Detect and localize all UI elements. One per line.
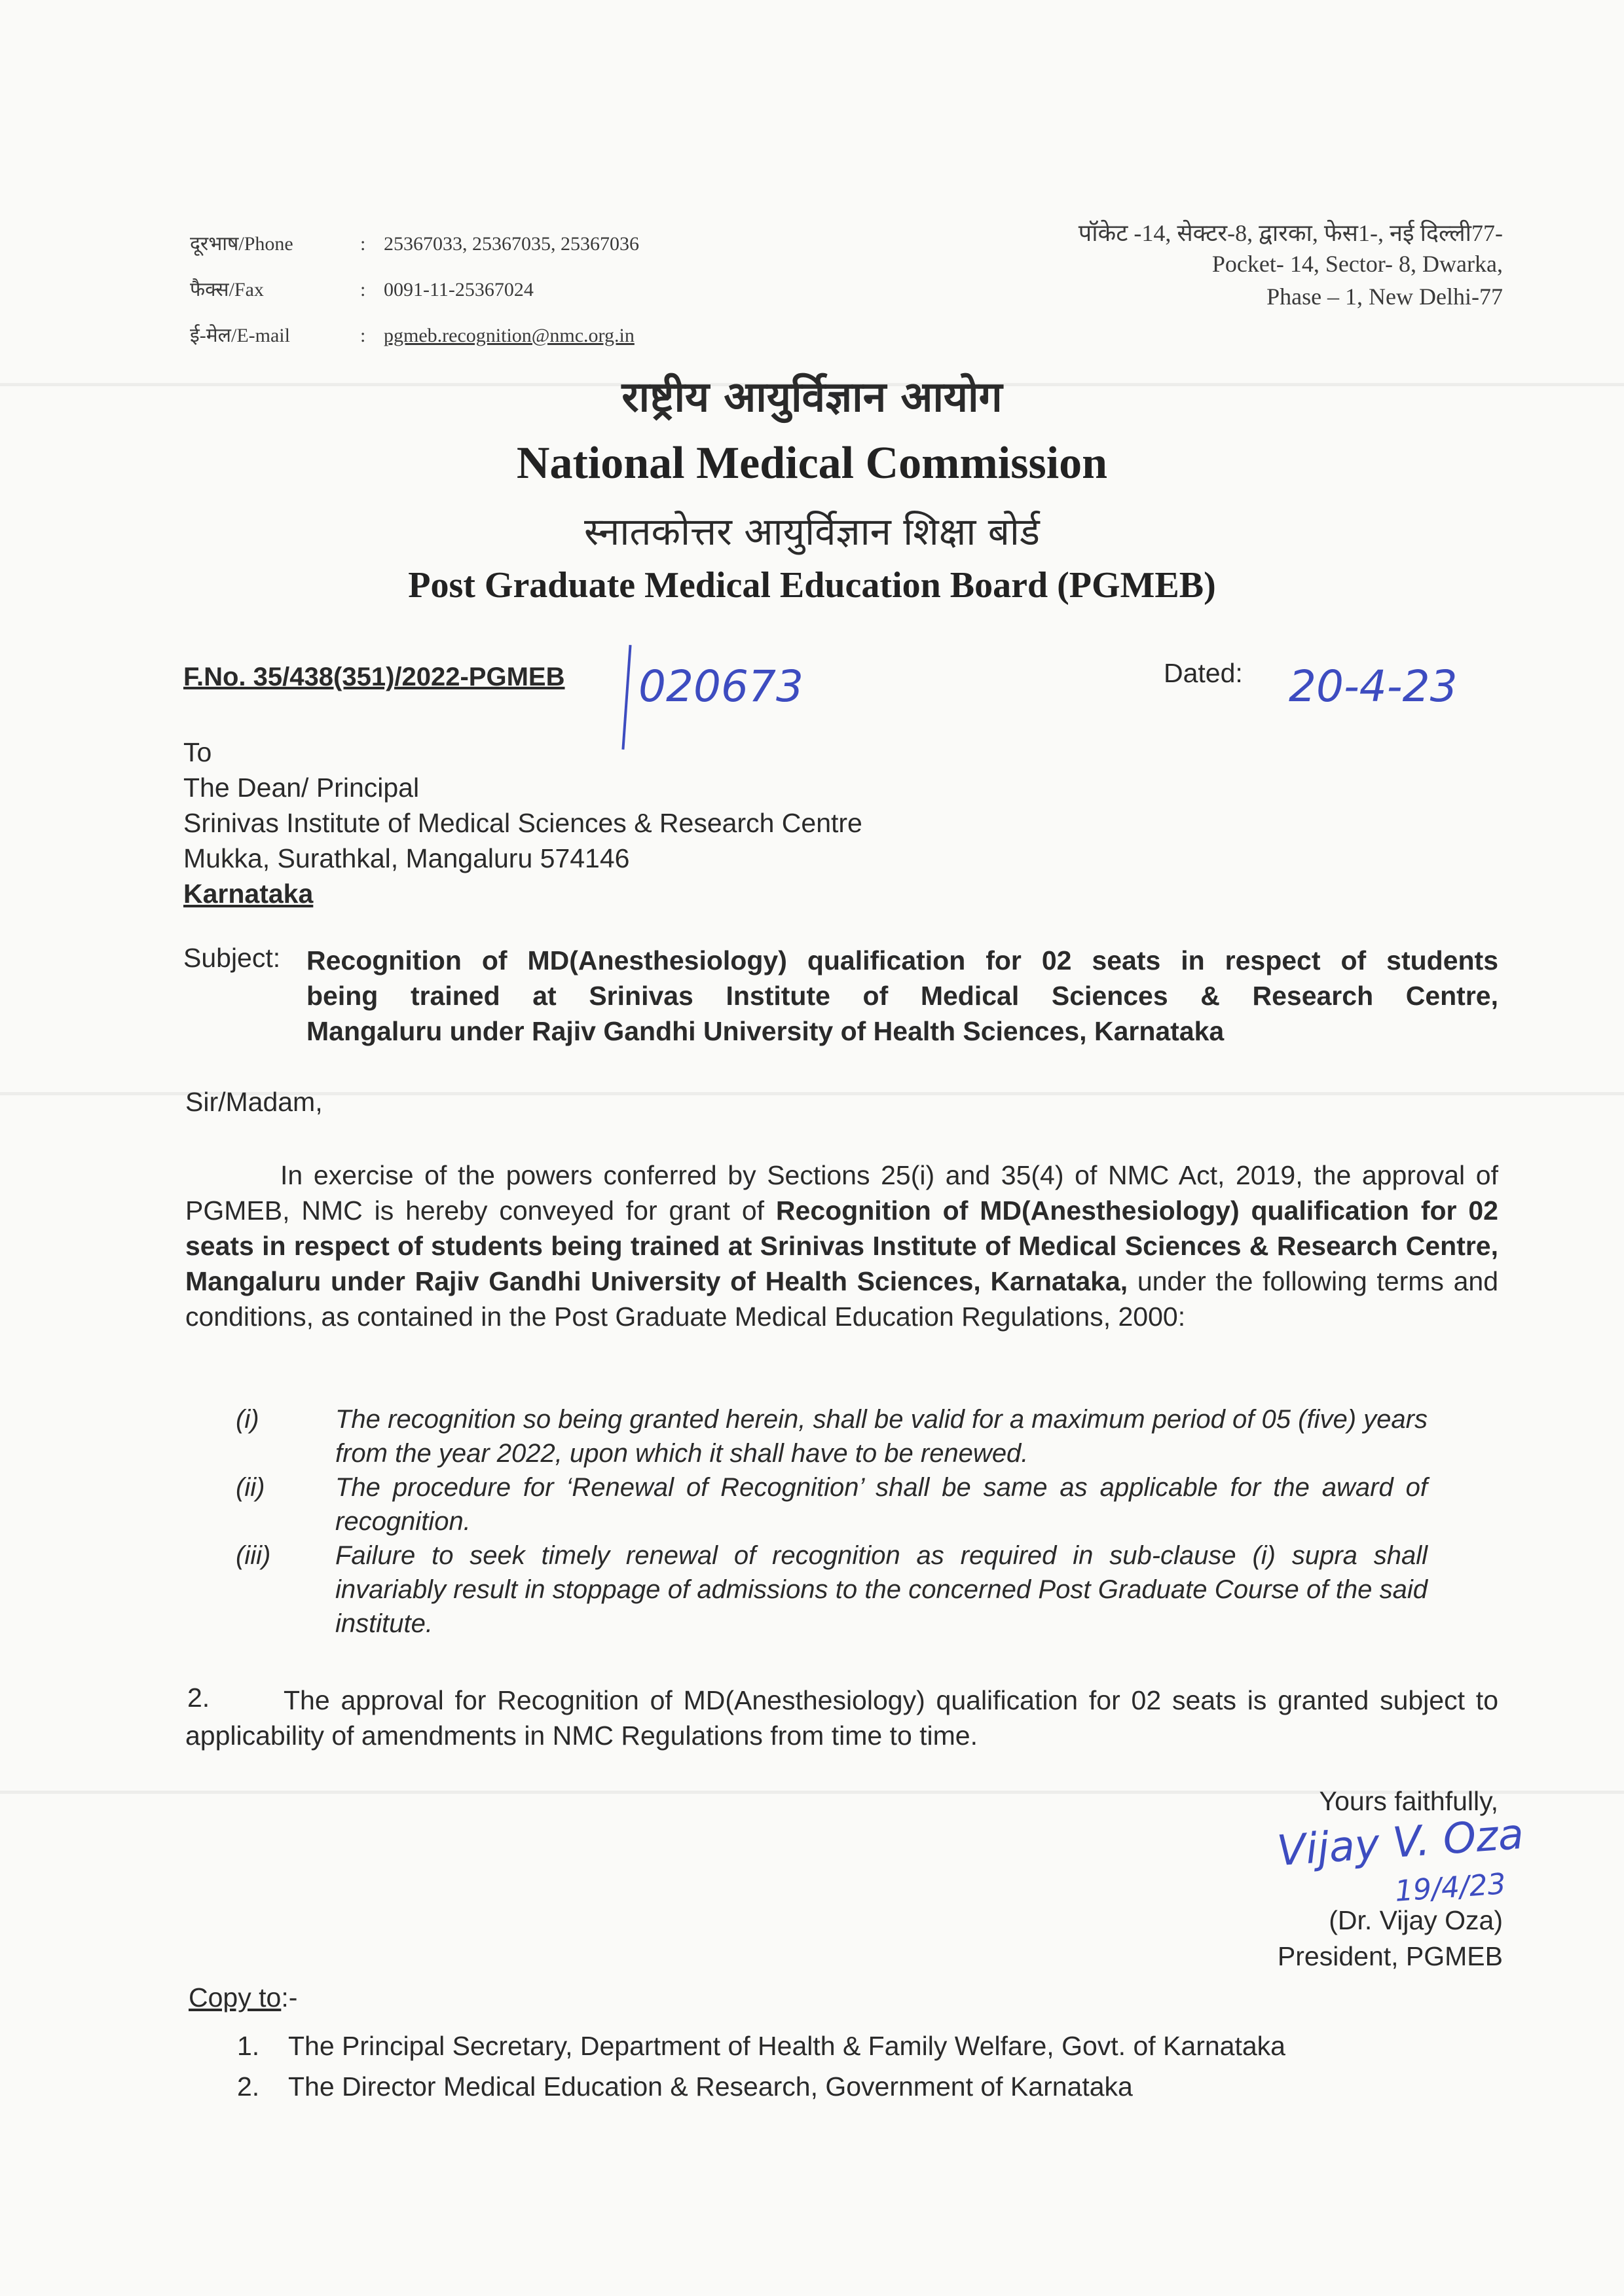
- paragraph-1-lead: In exercise of the powers conferred by Sections 25(i) and 35(4) of NMC Act, 2019, the approval of PGMEB, NMC is hereby conveyed for grant of: [185, 1160, 1498, 1226]
- phone-row: दूरभाष/Phone : 25367033, 25367035, 25367036: [190, 229, 639, 256]
- yours-faithfully: Yours faithfully,: [1319, 1786, 1498, 1816]
- copy-to-item-number: 2.: [237, 2071, 260, 2102]
- address-hindi: पॉकेट -14, सेक्टर-8, द्वारका, फेस1-, नई दिल्ली77-: [1078, 220, 1503, 246]
- condition-item: [236, 1539, 1428, 1641]
- signatory-designation: President, PGMEB: [1277, 1941, 1503, 1971]
- condition-text: Failure to seek timely renewal of recognition as required in sub-clause (i) supra shall invariably result in stoppage of admissions to the concerned Post Graduate Course of the said institute.: [335, 1541, 1428, 1638]
- condition-number: (i): [236, 1405, 259, 1434]
- board-name-english: Post Graduate Medical Education Board (PGMEB): [408, 565, 1216, 606]
- board-name-hindi: स्नातकोत्तर आयुर्विज्ञान शिक्षा बोर्ड: [584, 509, 1040, 554]
- addressee-block: [183, 735, 862, 911]
- dated-label: Dated:: [1164, 658, 1243, 688]
- fax-label: फैक्स/Fax: [190, 279, 264, 301]
- subject-line: Recognition of MD(Anesthesiology) qualification for 02 seats in respect of students: [306, 945, 1498, 975]
- subject-line: Mangaluru under Rajiv Gandhi University of Health Sciences, Karnataka: [306, 1016, 1225, 1046]
- file-number: F.No. 35/438(351)/2022-PGMEB: [183, 663, 565, 691]
- email-row: ई-मेल/E-mail : pgmeb.recognition@nmc.org.in: [190, 321, 635, 348]
- org-name-english: National Medical Commission: [516, 438, 1108, 488]
- signature: Vijay V. Oza: [1275, 1810, 1526, 1876]
- copy-to-item-text: The Principal Secretary, Department of Health & Family Welfare, Govt. of Karnataka: [288, 2031, 1285, 2061]
- to-label: To: [183, 737, 212, 767]
- condition-item: [236, 1470, 1428, 1539]
- condition-number: (ii): [236, 1473, 265, 1502]
- paragraph-1: [185, 1157, 1498, 1334]
- copy-to-label: Copy to: [189, 1982, 282, 2013]
- paragraph-2-number: 2.: [187, 1683, 210, 1713]
- signature-date: 19/4/23: [1393, 1867, 1507, 1908]
- email-link[interactable]: pgmeb.recognition@nmc.org.in: [384, 325, 635, 346]
- condition-item: [236, 1402, 1428, 1470]
- addressee-state: Karnataka: [183, 879, 314, 909]
- phone-value: 25367033, 25367035, 25367036: [384, 233, 639, 255]
- address-line1: Pocket- 14, Sector- 8, Dwarka,: [1211, 251, 1503, 277]
- condition-text: The recognition so being granted herein, shall be valid for a maximum period of 05 (five) years from the year 2022, upon which it shall have to be renewed.: [335, 1405, 1428, 1468]
- copy-to-suffix: :-: [281, 1982, 298, 2013]
- paragraph-1-bold: Recognition of MD(Anesthesiology) qualification for 02 seats in respect of students being trained at Srinivas Institute of Medical Sciences & Research Centre, Mangaluru under Rajiv Gandhi University of Health Sciences, Karnataka,: [185, 1195, 1498, 1296]
- handwritten-date: 20-4-23: [1289, 661, 1458, 712]
- fax-value: 0091-11-25367024: [384, 279, 534, 301]
- handwritten-number: 020673: [638, 661, 803, 712]
- paragraph-1-tail: under the following terms and conditions, as contained in the Post Graduate Medical Education Regulations, 2000:: [185, 1266, 1498, 1332]
- subject-line: being trained at Srinivas Institute of Medical Sciences & Research Centre,: [306, 981, 1498, 1011]
- subject-text: [306, 943, 1498, 1049]
- copy-to-item: [237, 2031, 1285, 2062]
- fax-row: फैक्स/Fax : 0091-11-25367024: [190, 275, 534, 302]
- addressee-title: The Dean/ Principal: [183, 773, 420, 803]
- copy-to-item-number: 1.: [237, 2031, 260, 2061]
- subject-label: Subject:: [183, 943, 281, 973]
- condition-text: The procedure for ‘Renewal of Recognition’ shall be same as applicable for the award of recognition.: [335, 1473, 1428, 1536]
- org-name-hindi: राष्ट्रीय आयुर्विज्ञान आयोग: [621, 373, 1003, 422]
- salutation: Sir/Madam,: [185, 1087, 323, 1117]
- addressee-institute: Srinivas Institute of Medical Sciences & Research Centre: [183, 808, 862, 838]
- condition-number: (iii): [236, 1541, 271, 1570]
- copy-to-item-text: The Director Medical Education & Research, Government of Karnataka: [288, 2071, 1133, 2102]
- address-line2: Phase – 1, New Delhi-77: [1266, 283, 1503, 310]
- paragraph-2: The approval for Recognition of MD(Anesthesiology) qualification for 02 seats is granted subject to applicability of amendments in NMC Regulations from time to time.: [185, 1685, 1498, 1751]
- phone-label: दूरभाष/Phone: [190, 233, 293, 255]
- copy-to-heading: [189, 1982, 297, 2013]
- handwritten-stroke: [621, 645, 631, 750]
- signatory-name: (Dr. Vijay Oza): [1329, 1905, 1503, 1935]
- email-label: ई-मेल/E-mail: [190, 325, 290, 346]
- copy-to-item: [237, 2071, 1133, 2102]
- addressee-address: Mukka, Surathkal, Mangaluru 574146: [183, 843, 630, 873]
